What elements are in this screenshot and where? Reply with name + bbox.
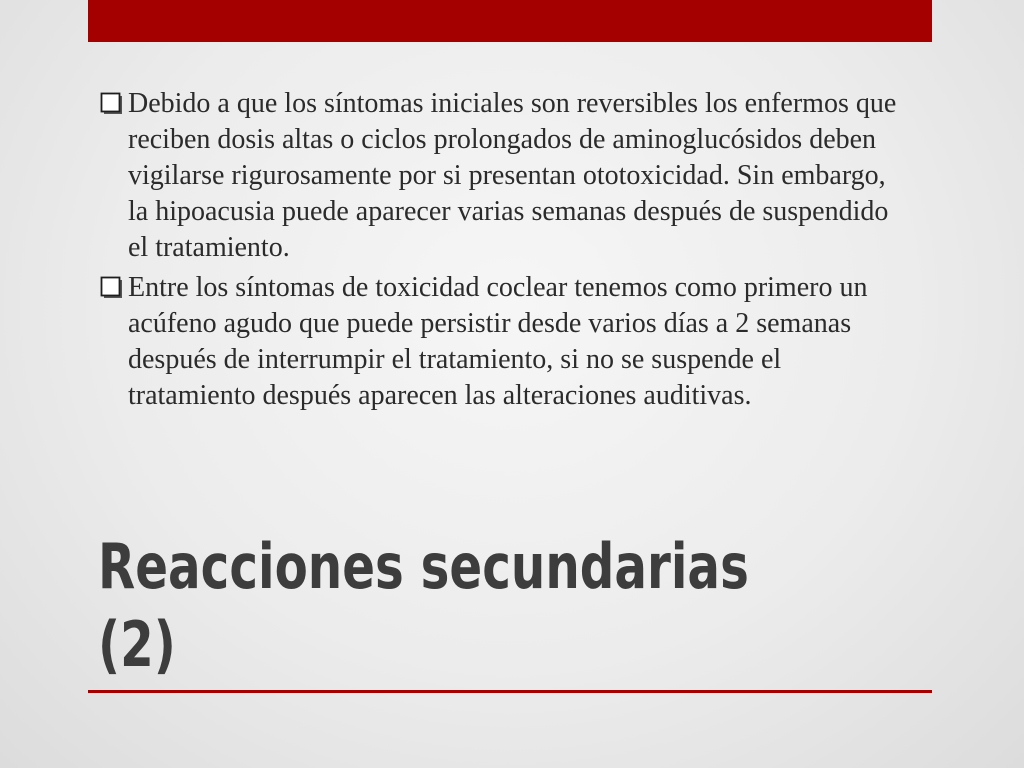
checkbox-bullet-icon <box>100 92 124 116</box>
slide-title <box>98 528 749 684</box>
slide-body <box>100 86 900 418</box>
bullet-text: Entre los síntomas de toxicidad coclear tenemos como primero un acúfeno agudo que puede persistir desde varios días a 2 semanas después de interrumpir el tratamiento, si no se suspende el tratamiento después aparecen las alteraciones auditivas. <box>128 272 868 411</box>
bullet-text: Debido a que los síntomas iniciales son reversibles los enfermos que reciben dosis altas o ciclos prolongados de aminoglucósidos deben vigilarse rigurosamente por si presentan ototoxicidad. Sin embargo, la hipoacusia puede aparecer varias semanas después de suspendido el tratamiento. <box>128 88 897 263</box>
checkbox-bullet-icon <box>100 276 124 300</box>
bullet-item-2 <box>100 270 900 414</box>
slide-title-line-1: Reacciones secundarias <box>98 530 749 603</box>
slide-title-line-2: (2) <box>98 608 176 681</box>
top-accent-bar <box>88 0 932 42</box>
title-underline <box>88 690 932 693</box>
bullet-item-1 <box>100 86 900 266</box>
